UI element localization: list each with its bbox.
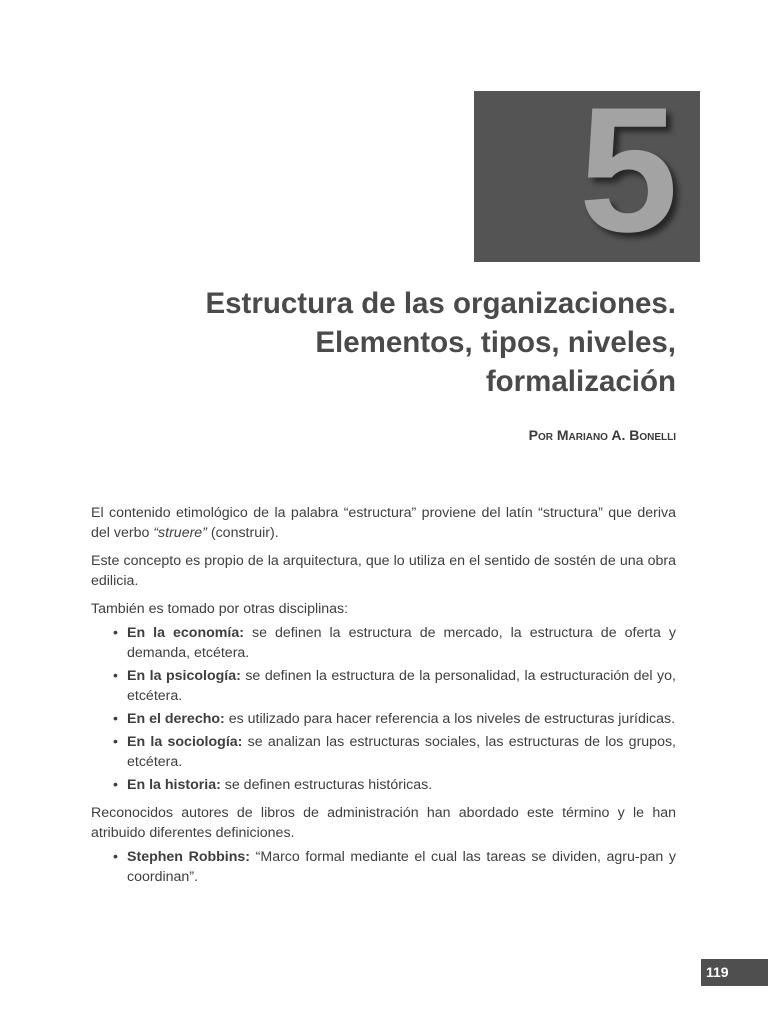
- list-item-text: “Marco formal mediante el cual las tareas se dividen, agru-pan y coordinan”.: [127, 849, 676, 885]
- disciplines-list: [91, 623, 676, 795]
- paragraph-architecture: Este concepto es propio de la arquitectura, que lo utiliza en el sentido de sostén de una obra edilicia.: [91, 553, 676, 589]
- list-item-text: se definen estructuras históricas.: [220, 777, 433, 793]
- bullet-icon: •: [113, 849, 118, 865]
- chapter-title: [140, 284, 676, 401]
- byline-author: Mariano A. Bonelli: [556, 427, 676, 443]
- chapter-title-line: formalización: [485, 365, 676, 398]
- list-item-label: En la historia:: [127, 777, 221, 793]
- paragraph-authors-intro: Reconocidos autores de libros de administración han abordado este término y le han atribuido diferentes definiciones.: [91, 805, 676, 841]
- bullet-icon: •: [113, 625, 118, 641]
- chapter-number-box: [474, 91, 700, 262]
- paragraph-disciplines-intro: También es tomado por otras disciplinas:: [91, 601, 349, 617]
- bullet-icon: •: [113, 668, 118, 684]
- list-item-text: se analizan las estructuras sociales, las estructuras de los grupos, etcétera.: [127, 734, 676, 770]
- list-item: [91, 732, 676, 772]
- list-item-label: Stephen Robbins:: [127, 849, 251, 865]
- chapter-title-line: Estructura de las organizaciones.: [205, 287, 676, 320]
- list-item-label: En la psicología:: [127, 668, 241, 684]
- paragraph-text: El contenido etimológico de la palabra “estructura” proviene del latín “structura” que deriva del verbo: [91, 505, 676, 541]
- bullet-icon: •: [113, 777, 118, 793]
- paragraph-etymology: [91, 503, 676, 543]
- page-number: 119: [701, 959, 768, 986]
- body-text: [91, 503, 676, 895]
- list-item-text: se definen la estructura de mercado, la estructura de oferta y demanda, etcétera.: [127, 625, 676, 661]
- author-byline: [529, 427, 676, 443]
- bullet-icon: •: [113, 711, 118, 727]
- authors-list: [91, 847, 676, 887]
- paragraph-text: (construir).: [206, 525, 279, 541]
- paragraph-emphasis: “struere”: [153, 525, 207, 541]
- list-item: [91, 666, 676, 706]
- byline-prefix: Por: [528, 427, 553, 443]
- bullet-icon: •: [113, 734, 118, 750]
- chapter-number: 5: [579, 91, 678, 262]
- list-item: [91, 775, 676, 795]
- list-item-text: es utilizado para hacer referencia a los niveles de estructuras jurídicas.: [224, 711, 676, 727]
- list-item-label: En la economía:: [127, 625, 244, 641]
- list-item: [91, 847, 676, 887]
- list-item: [91, 709, 676, 729]
- list-item-label: En el derecho:: [127, 711, 225, 727]
- list-item-text: se definen la estructura de la personalidad, la estructuración del yo, etcétera.: [127, 668, 676, 704]
- list-item: [91, 623, 676, 663]
- chapter-title-line: Elementos, tipos, niveles,: [315, 326, 676, 359]
- list-item-label: En la sociología:: [127, 734, 243, 750]
